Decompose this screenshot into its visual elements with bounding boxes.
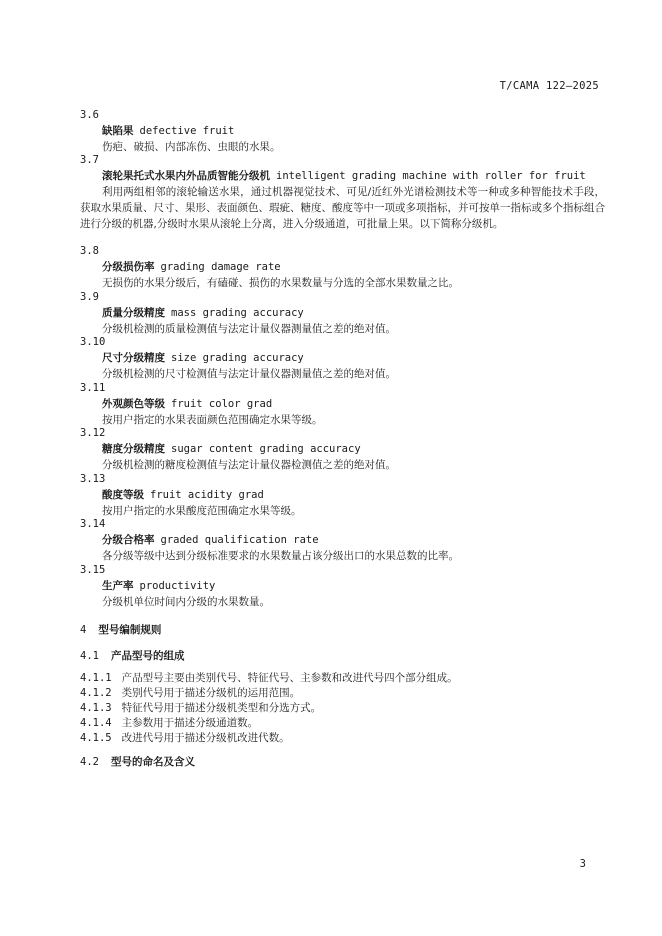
term-definition: 按用户指定的水果表面颜色范围确定水果等级。 bbox=[102, 414, 323, 426]
clause-4-1-2 bbox=[80, 685, 300, 701]
term-name-en: defective fruit bbox=[139, 125, 235, 137]
term-name-zh: 分级损伤率 bbox=[102, 261, 155, 273]
term-3-11 bbox=[80, 380, 605, 428]
clause-text: 类别代号用于描述分级机的运用范围。 bbox=[121, 687, 301, 699]
section-number: 4 bbox=[80, 624, 87, 636]
term-name bbox=[80, 259, 605, 275]
term-name-zh: 外观颜色等级 bbox=[102, 398, 165, 410]
clause-number: 4.1.2 bbox=[80, 687, 112, 699]
term-name-zh: 尺寸分级精度 bbox=[102, 352, 165, 364]
term-definition: 伤疤、破损、内部冻伤、虫眼的水果。 bbox=[102, 141, 281, 153]
term-number: 3.6 bbox=[80, 109, 99, 121]
term-3-8 bbox=[80, 243, 605, 291]
term-number: 3.8 bbox=[80, 245, 99, 257]
term-3-15 bbox=[80, 562, 605, 610]
term-name-en: fruit acidity grad bbox=[150, 489, 264, 501]
term-definition: 无损伤的水果分级后，有磕碰、损伤的水果数量与分选的全部水果数量之比。 bbox=[102, 277, 459, 289]
clause-4-1-1 bbox=[80, 670, 458, 686]
term-name-en: intelligent grading machine with roller for fruit bbox=[276, 170, 586, 182]
clause-number: 4.1.3 bbox=[80, 702, 112, 714]
clause-number: 4.1.5 bbox=[80, 732, 112, 744]
section-title: 产品型号的组成 bbox=[110, 650, 185, 662]
section-title: 型号的命名及含义 bbox=[110, 756, 195, 768]
term-3-12 bbox=[80, 425, 605, 473]
term-definition: 分级机检测的尺寸检测值与法定计量仪器测量值之差的绝对值。 bbox=[102, 368, 396, 380]
term-name-en: size grading accuracy bbox=[171, 352, 304, 364]
term-name-zh: 缺陷果 bbox=[102, 125, 134, 137]
term-3-9 bbox=[80, 289, 605, 337]
term-number: 3.13 bbox=[80, 473, 106, 485]
term-definition: 分级机检测的糖度检测值与法定计量仪器检测值之差的绝对值。 bbox=[102, 459, 396, 471]
term-name-zh: 糖度分级精度 bbox=[102, 443, 165, 455]
term-definition: 按用户指定的水果酸度范围确定水果等级。 bbox=[102, 505, 302, 517]
section-number: 4.2 bbox=[80, 756, 99, 768]
term-number: 3.9 bbox=[80, 291, 99, 303]
term-name-zh: 滚轮果托式水果内外品质智能分级机 bbox=[102, 170, 270, 182]
term-number: 3.15 bbox=[80, 564, 106, 576]
term-name-en: grading damage rate bbox=[160, 261, 281, 273]
term-3-13 bbox=[80, 471, 605, 519]
term-name-en: fruit color grad bbox=[171, 398, 273, 410]
term-definition: 各分级等级中达到分级标准要求的水果数量占该分级出口的水果总数的比率。 bbox=[102, 550, 459, 562]
term-3-10 bbox=[80, 334, 605, 382]
section-number: 4.1 bbox=[80, 650, 99, 662]
clause-4-1-3 bbox=[80, 700, 321, 716]
term-number: 3.11 bbox=[80, 382, 106, 394]
term-name bbox=[80, 396, 605, 412]
term-definition: 分级机单位时间内分级的水果数量。 bbox=[102, 596, 270, 608]
section-4-heading bbox=[80, 622, 161, 638]
term-number: 3.12 bbox=[80, 427, 106, 439]
term-name bbox=[80, 487, 605, 503]
clause-text: 主参数用于描述分级通道数。 bbox=[121, 717, 259, 729]
term-name bbox=[80, 168, 605, 184]
clause-4-1-5 bbox=[80, 730, 290, 746]
clause-text: 改进代号用于描述分级机改进代数。 bbox=[121, 732, 290, 744]
document-code: T/CAMA 122—2025 bbox=[499, 80, 599, 92]
term-name bbox=[80, 350, 605, 366]
term-3-6 bbox=[80, 107, 605, 155]
term-name bbox=[80, 578, 605, 594]
term-name bbox=[80, 532, 605, 548]
term-name bbox=[80, 123, 605, 139]
clause-text: 特征代号用于描述分级机类型和分选方式。 bbox=[121, 702, 322, 714]
term-3-7 bbox=[80, 152, 605, 232]
term-name-zh: 质量分级精度 bbox=[102, 307, 165, 319]
term-name-en: graded qualification rate bbox=[160, 534, 319, 546]
term-number: 3.14 bbox=[80, 518, 106, 530]
term-number: 3.7 bbox=[80, 154, 99, 166]
term-name-en: mass grading accuracy bbox=[171, 307, 304, 319]
clause-4-1-4 bbox=[80, 715, 258, 731]
section-title: 型号编制规则 bbox=[98, 624, 162, 636]
clause-number: 4.1.1 bbox=[80, 672, 112, 684]
term-name bbox=[80, 305, 605, 321]
term-definition: 利用两组相邻的滚轮输送水果，通过机器视觉技术、可见/近红外光谱检测技术等一种或多种智能技术手段，获取水果质量、尺寸、果形、表面颜色、瑕疵、糖度、酸度等中一项或多项指标，并可按单一指标或多个指标组合进行分级的机器,分级时水果从滚轮上分离，进入分级通道，可批量上果。以下简称分级机。 bbox=[80, 186, 605, 230]
section-4-1-heading bbox=[80, 648, 184, 664]
term-name-zh: 生产率 bbox=[102, 580, 134, 592]
clause-number: 4.1.4 bbox=[80, 717, 112, 729]
term-name-en: productivity bbox=[139, 580, 216, 592]
clause-text: 产品型号主要由类别代号、特征代号、主参数和改进代号四个部分组成。 bbox=[121, 672, 458, 684]
term-name-en: sugar content grading accuracy bbox=[171, 443, 361, 455]
term-3-14 bbox=[80, 516, 605, 564]
section-4-2-heading bbox=[80, 754, 195, 770]
term-name bbox=[80, 441, 605, 457]
term-name-zh: 酸度等级 bbox=[102, 489, 144, 501]
page-number: 3 bbox=[579, 858, 586, 870]
term-definition: 分级机检测的质量检测值与法定计量仪器测量值之差的绝对值。 bbox=[102, 323, 396, 335]
term-name-zh: 分级合格率 bbox=[102, 534, 155, 546]
term-number: 3.10 bbox=[80, 336, 106, 348]
